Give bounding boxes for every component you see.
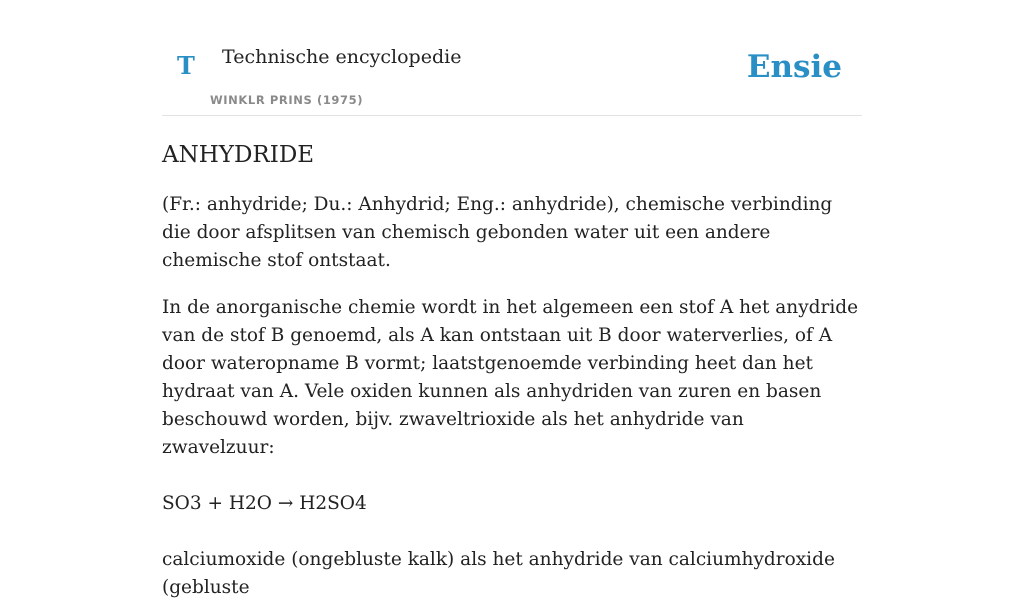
encyclopedia-title-link[interactable]: Technische encyclopedie [222,46,462,68]
article-body-continued: calciumoxide (ongebluste kalk) als het anhydride van calciumhydroxide (gebluste [162,548,835,598]
article-intro: (Fr.: anhydride; Du.: Anhydrid; Eng.: anhydride), chemische verbinding die door afsplitsen van chemisch gebonden water uit een andere chemische stof ontstaat. [162,193,833,271]
article-title: ANHYDRIDE [162,142,315,168]
article-body [162,294,862,602]
ensie-logo-link[interactable]: Ensie [746,49,842,85]
article-container [162,0,862,602]
paragraph-gap [162,462,862,490]
header [162,0,862,116]
chemical-equation: SO3 + H2O → H2SO4 [162,492,367,514]
encyclopedia-logo-icon[interactable]: T [177,51,195,80]
article-body-text: In de anorganische chemie wordt in het algemeen een stof A het anydride van de stof B genoemd, als A kan ontstaan uit B door waterverlies, of A door wateropname B vormt; laatstgenoemde verbinding heet dan het hydraat van A. Vele oxiden kunnen als anhydriden van zuren en basen beschouwd worden, bijv. zwaveltrioxide als het anhydride van zwavelzuur: [162,296,859,458]
source-label: WINKLR PRINS (1975) [210,93,364,107]
paragraph-gap [162,518,862,546]
